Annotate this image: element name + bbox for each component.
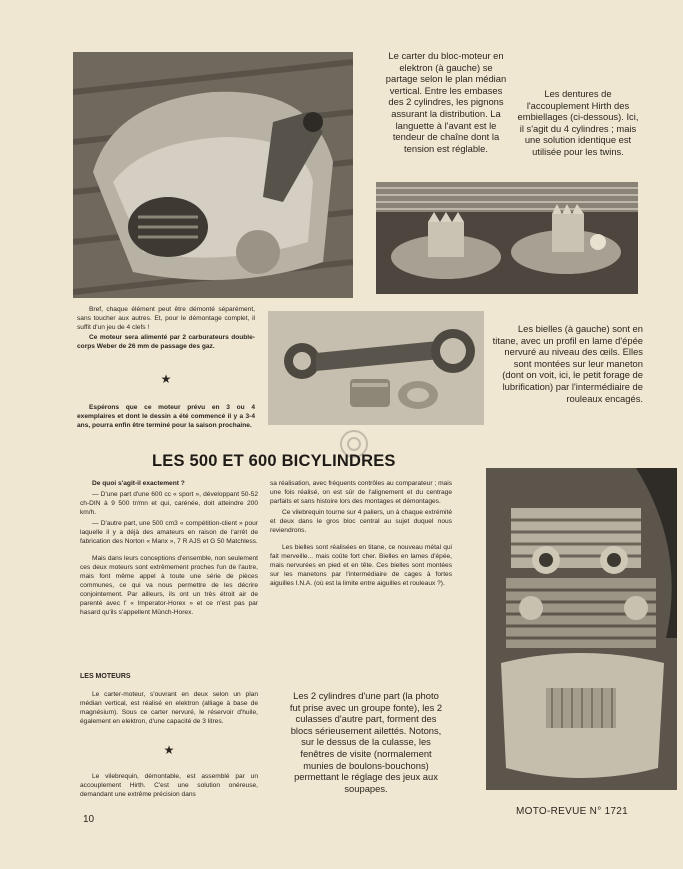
magazine-issue: MOTO-REVUE N° 1721	[516, 806, 629, 817]
col1-paragraph-1: — D'une part d'une 600 cc « sport », développant 50-52 ch-DIN à 9 500 tr/mn et qui, carénée, doit atteindre 200 km/h.	[80, 491, 258, 516]
caption-crankcase: Le carter du bloc-moteur en elektron (à gauche) se partage selon le plan médian vertical. Entre les embases des 2 cylindres, les pignons assurant la distribution. La languette à l'avant est le tendeur de chaîne dont la tension est réglable.	[385, 50, 507, 154]
star-divider-2: ★	[163, 743, 175, 757]
caption-conrod: Les bielles (à gauche) sont en titane, avec un profil en lame d'épée nervuré au niveau des œils. Elles sont montées sur leur maneton (dont on voit, ici, le petit forage de lubrification) par l'intermédiaire de rouleaux encagés.	[492, 323, 643, 404]
section-heading-moteurs: LES MOTEURS	[80, 673, 131, 680]
col1-question: De quoi s'agit-il exactement ?	[92, 480, 185, 487]
hirth-coupling-photo	[376, 182, 638, 294]
column-2	[270, 479, 452, 588]
conrod-photo	[268, 311, 484, 425]
col1-paragraph-5: Le vilebrequin, démontable, est assemblé par un accouplement Hirth. C'est une solution onéreuse, demandant une extrême précision dans	[80, 773, 258, 798]
page-number: 10	[83, 814, 95, 825]
intro-paragraph-3: Espérons que ce moteur prévu en 3 ou 4 exemplaires et dont le dessin a été commencé il y a 3-4 ans, pourra enfin être terminé pour la saison prochaine.	[77, 404, 255, 429]
intro-paragraph-1: Bref, chaque élément peut être démonté séparément, sans toucher aux autres. Et, pour le démontage complet, il suffit d'un jeu de 4 clefs !	[77, 306, 255, 331]
col1-paragraph-2: — D'autre part, une 500 cm3 « compétition-client » pour laquelle il y a déjà des amateurs en raison de l'arrêt de fabrication des Norton « Manx », 7 R AJS et G 50 Matchless.	[80, 520, 258, 545]
col2-paragraph-3: Les bielles sont réalisées en titane, ce nouveau métal qui fait merveille... mais coûte fort cher. Bielles en lames d'épée, mais nervurées en pied et en tête. Ces bielles sont montées sur les manetons par l'intermédiaire de cages à fortes aiguilles I.N.A. (où est la limite entre aiguilles et rouleaux ?).	[270, 544, 452, 587]
col2-paragraph-1: sa réalisation, avec fréquents contrôles au comparateur ; mais une fois réalisé, on est sûr de l'alignement et du centrage parfaits et sans histoire lors des montages et démontages.	[270, 480, 452, 505]
intro-paragraph-2: Ce moteur sera alimenté par 2 carburateurs double-corps Weber de 26 mm de passage des gaz.	[77, 334, 255, 350]
intro-text	[77, 305, 255, 351]
caption-cylinders: Les 2 cylindres d'une part (la photo fut prise avec un groupe fonte), les 2 culasses d'autre part, forment des blocs sérieusement ailettés. Notons, sur le dessus de la culasse, les fenêtres de visite (normalement munies de boulons-bouchons) permettant le réglage des jeux aux soupapes.	[289, 690, 443, 794]
article-headline: LES 500 ET 600 BICYLINDRES	[152, 452, 396, 470]
star-divider-1: ★	[160, 372, 172, 386]
col2-paragraph-2: Ce vilebrequin tourne sur 4 paliers, un à chaque extrémité et deux dans le gros bloc central au sujet duquel nous reviendrons.	[270, 509, 452, 534]
cylinder-block-photo	[486, 468, 677, 790]
crankcase-photo	[73, 52, 353, 298]
column-1	[80, 479, 258, 617]
caption-hirth-coupling: Les dentures de l'accouplement Hirth des embiellages (ci-dessous). Ici, il s'agit du 4 cylindres ; mais une solution identique est utilisée pour les twins.	[517, 88, 639, 157]
col1-paragraph-3: Mais dans leurs conceptions d'ensemble, non seulement ces deux moteurs sont extrêmement proches l'un de l'autre, mais font même appel à toute une série de pièces communes, ce qui va nous permettre de les décrire conjointement. Par ailleurs, ils ont un très étroit air de parenté avec l' « Imperator-Horex » et ce n'est pas par hasard qu'ils s'appellent Münch-Horex.	[80, 555, 258, 616]
col1-paragraph-4: Le carter-moteur, s'ouvrant en deux selon un plan médian vertical, est réalisé en elektron (alliage à base de magnésium). Sous ce carter nervuré, le réservoir d'huile, également en elektron, d'une capacité de 3 litres.	[80, 691, 258, 725]
